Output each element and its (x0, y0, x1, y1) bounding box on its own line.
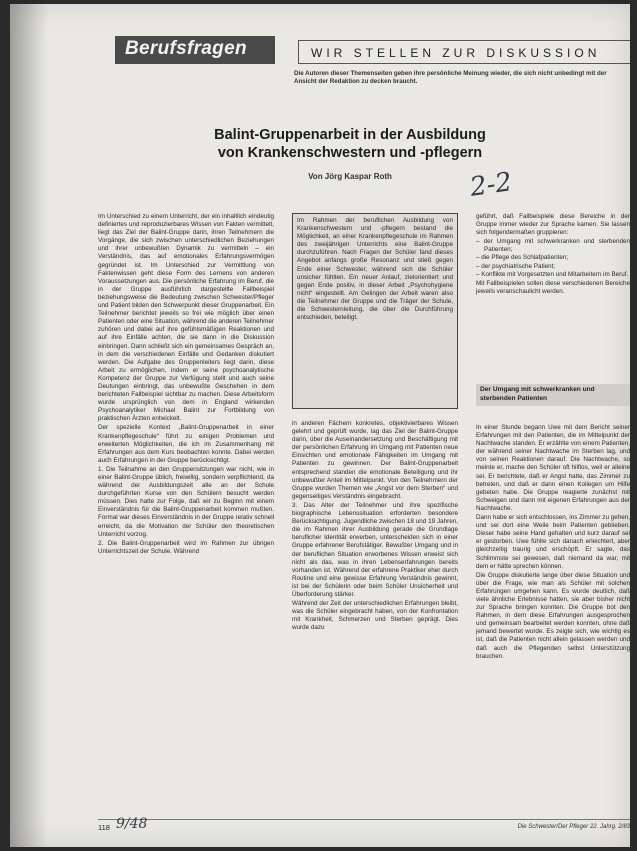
list-item: – der psychiatrische Patient; (476, 262, 556, 270)
text-column-3-top (476, 213, 630, 373)
text-column-1 (98, 213, 274, 813)
section-rubric: Berufsfragen (115, 36, 275, 64)
handwritten-page-note: 9/48 (116, 816, 148, 832)
paragraph: 2. Die Balint-Gruppenarbeit wird im Rahmen zur übrigen Unterrichtszeit der Schule. Während (98, 539, 274, 555)
paragraph: Mit Fallbeispielen sollen diese verschiedenen Bereiche jeweils veranschaulicht werden. (476, 279, 630, 295)
list-item: – der Umgang mit schwerkranken und sterbenden Patienten; (476, 238, 630, 254)
series-title: WIR STELLEN ZUR DISKUSSION (298, 40, 630, 64)
paragraph: 3. Das Alter der Teilnehmer und ihre spezifische biographische Lebenssituation erforderten besondere Berücksichtigung. Jugendliche zwischen 18 und 19 Jahren, die im Rahmen ihrer Ausbildung gerade die Grundlage beruflicher Identität erwerben, unterscheiden sich in einer Gruppe erfahrener Berufstätiger. Bewußter Umgang und in der beruflichen Situation erworbenes Wissen erweist sich nicht als das, was in ihren Lebenserfahrungen bereits vorhanden ist. Während der erfahrene Praktiker eher durch Routine und eine gewisse Erfahrung Verständnis gewinnt, ist bei der Schülerin oder beim Schüler Unsicherheit und Überforderung stärker. (292, 501, 458, 598)
journal-reference: Die Schwester/Der Pfleger 22. Jahrg. 2/83 (517, 824, 630, 830)
paragraph: Während der Zeit der unterschiedlichen Erfahrungen bleibt, was die Schüler eingebracht haben, von der Konfrontation mit Krankheit, Schmerzen und Sterben geprägt. Dies wurde dazu (292, 600, 458, 632)
footer-divider (98, 819, 630, 820)
section-subheading: Der Umgang mit schwerkranken und sterbenden Patienten (476, 384, 630, 406)
article-title (180, 126, 520, 162)
intro-box: Im Rahmen der beruflichen Ausbildung von Krankenschwestern und -pflegern bestand die Möglichkeit, an einer Krankenpflegeschule im Rahmen des zweijährigen Unterrichts eine Balint-Gruppe durchzuführen. Nach Fragen der Schüler fand dieses Angebot anfangs große Resonanz und stieß gegen Ende einer Schwester, während sich die Schüler unsicher fühlten. Ein neuer Anlauf, zielorientiert und gegen Ende positiv, in dieser Arbeit „Psychohygiene nicht“ eingestellt. Am Gelingen der Arbeit waren also die Teilnehmer der Gruppe und die Träger der Schule, die Schwesternleitung, die über die Durchführung entschieden, beteiligt. (292, 213, 458, 409)
page-number: 118 (98, 823, 110, 832)
paragraph: In einer Stunde begann Uwe mit dem Bericht seiner Erfahrungen mit den Patienten, die im Mittelpunkt der Nachtwache standen. Er erzählte von einem Patienten, der während seiner Nachtwache im Sterben lag, und von seinen Reaktionen darauf. Die Nachtwache, so meinte er, mache den Schüler oft hilflos, weil er alleine sei. Er berichtete, daß er Angst hatte, das Zimmer zu betreten, und daß er dann einen Kollegen um Hilfe gebeten habe. Die Gruppe reagierte zunächst mit Schweigen und dann mit eigenen Erfahrungen aus der Nachtwache. (476, 424, 630, 512)
paragraph: geführt, daß Fallbeispiele diese Bereiche in der Gruppe immer wieder zur Sprache kamen. Sie lassen sich folgendermaßen gruppieren: (476, 213, 630, 237)
text-column-3-bottom (476, 424, 630, 813)
paragraph: in anderen Fächern konkretes, objektivierbares Wissen gelehrt und geprüft wurde, lag das Ziel der Balint-Gruppe darin, über die Auseinandersetzung und Beschäftigung mit der persönlichen Erfahrung im Umgang mit Patienten neue Einsichten und emotionale Fähigkeiten im Umgang mit Patienten zu gewinnen. Der Balint-Gruppenarbeit entsprechend standen die emotionale Beteiligung und ihr unbewußter Anteil im Mittelpunkt. Von den Teilnehmern der Gruppe wurden Themen wie „Angst vor dem Sterben“ und gegenseitiges Verständnis eingebracht. (292, 420, 458, 500)
paragraph: Der spezielle Kontext „Balint-Gruppenarbeit in einer Krankenpflegeschule“ führt zu einigen Problemen und erweiterten Möglichkeiten, die ich im Zusammenhang mit Erfahrungen aus dem Kurs beobachten konnte. Dabei werden auch Erfahrungen in der Gruppe berücksichtigt. (98, 424, 274, 464)
paragraph: Im Unterschied zu einem Unterricht, der ein inhaltlich eindeutig definiertes und reproduzierbares Wissen von Fakten vermittelt, liegt das Ziel der Balint-Gruppe darin, ihren Teilnehmern die Vorgänge, die sich zwischen unterschiedlichen Beziehungen und ihrer unbewußten Dynamik zu vermitteln – ein Verständnis, das auf emotionales Erfahrungsvermögen gegründet ist. Im Unterschied zur Vermittlung von Faktenwissen geht diese Form des Lernens von anderen Voraussetzungen aus. Die persönliche Erfahrung im Beruf, die in der Gruppe ausführlich dargestellte Fallbeispiel beziehungsweise die Bedeutung zwischen Schwester/Pfleger und Patient bilden den Schwerpunkt dieser Gruppenarbeit. Ein Teilnehmer berichtet jeweils so frei wie möglich über einen Patienten oder eine Situation, während die anderen Teilnehmer zuhören und dabei auf ihre gefühlsmäßigen Reaktionen und auf ihre Einfälle achten, die sie dann in die Diskussion einbringen. Dann schließt sich ein gemeinsames Gespräch an, in dem die verschiedenen Einfälle und Gedanken diskutiert werden. Die Aufgabe des Gruppenleiters liegt darin, diese Arbeit zu ermöglichen, indem er seine psychoanalytische Kompetenz der Gruppe zur Verfügung stellt und auch seine Deutungen einbringt, das unbewußte Geschehen in dem berichteten Fallbeispiel sichtbar zu machen. Diese Arbeitsform wurde ursprünglich von dem in England wirkenden Psychoanalytiker Michael Balint zur Fortbildung von praktischen Ärzten entwickelt. (98, 213, 274, 423)
title-line-1: Balint-Gruppenarbeit in der Ausbildung (214, 127, 486, 143)
list-item: – Konflikte mit Vorgesetzten und Mitarbeitern im Beruf. (476, 270, 629, 278)
byline: Von Jörg Kaspar Roth (308, 172, 392, 181)
bullet-list (476, 238, 630, 278)
paragraph: 1. Die Teilnahme an den Gruppensitzungen war nicht, wie in einer Balint-Gruppe üblich, freiwillig, sondern verpflichtend, da während der Ausbildungszeit alle an der Schule durchgeführten Kurse von den Schülern besucht werden müssen. Dies hatte zur Folge, daß wir zu Beginn mit einem Einverständnis für die Balint-Gruppenarbeit kommen mußten. Formal war dieses Einverständnis in der Gruppe relativ schnell erreicht, da die Motivation der Schüler den theoretischen Unterricht vorzog. (98, 465, 274, 538)
title-line-2: von Krankenschwestern und -pflegern (217, 145, 483, 161)
magazine-page (10, 4, 630, 847)
editorial-note: Die Autoren dieser Themenseiten geben ihre persönliche Meinung wieder, die sich nicht unbedingt mit der Ansicht der Redaktion zu decken braucht. (294, 70, 607, 85)
paragraph: Dann habe er sich entschlossen, ins Zimmer zu gehen, und sei dort eine Weile beim Patienten geblieben. Dieser habe seine Hand gehalten und kurz darauf sei er gestorben. Uwe fühlte sich danach erleichtert, aber gleichzeitig traurig und erschöpft. Er sagte, das Schlimmste sei gewesen, daß niemand da war, mit dem er hätte sprechen können. (476, 514, 630, 570)
text-column-2 (292, 420, 458, 813)
handwritten-annotation: 2-2 (468, 167, 514, 203)
paragraph: Die Gruppe diskutierte lange über diese Situation und über die Frage, wie man als Schüler mit solchen Erfahrungen umgehen kann. Es wurde deutlich, daß viele ähnliche Erlebnisse hatten, sie aber bisher nicht zur Sprache bringen konnten. Die Gruppe bot den Rahmen, in dem diese Erfahrungen ausgesprochen und gemeinsam bearbeitet werden konnten, ohne daß jemand bewertet wurde. Es zeigte sich, wie wichtig es ist, daß die Patienten nicht allein gelassen werden und daß auch die Pflegenden selbst Unterstützung brauchen. (476, 571, 630, 660)
list-item: – die Pflege des Schlafpatienten; (476, 254, 569, 262)
